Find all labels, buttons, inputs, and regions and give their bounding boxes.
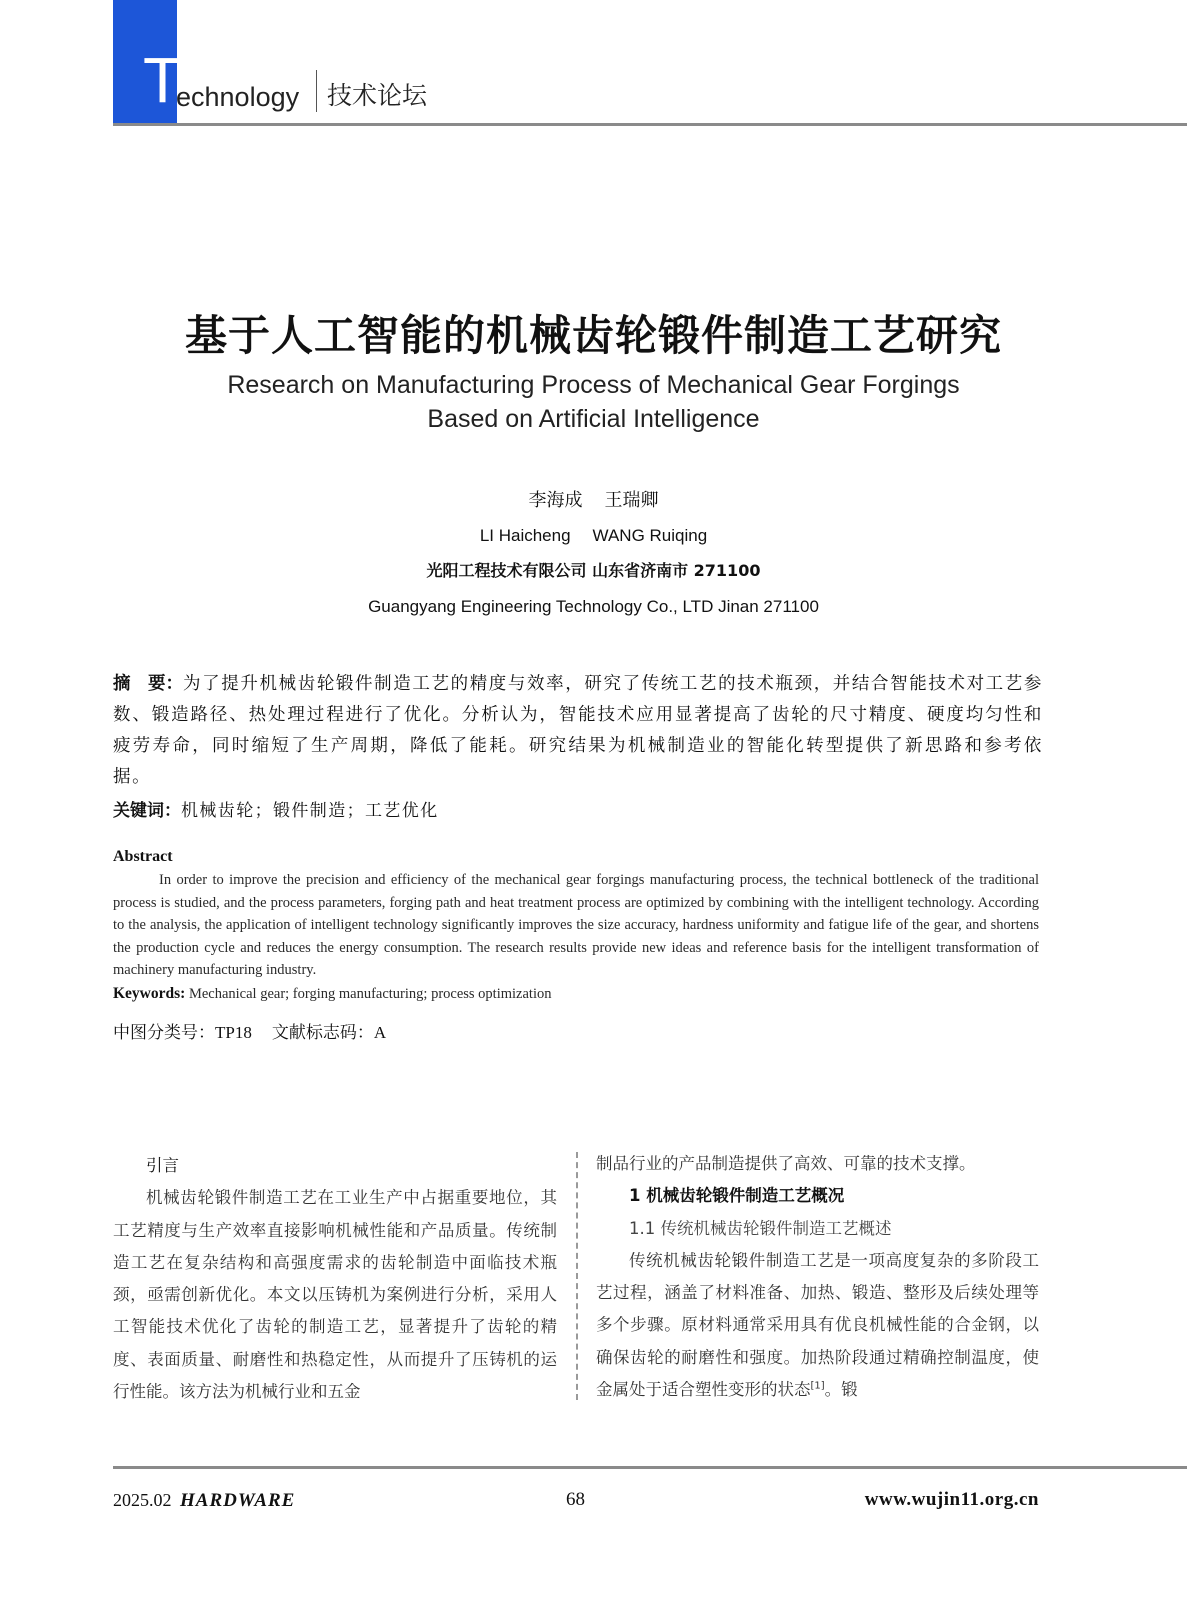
keywords-en-label: Keywords:	[113, 985, 186, 1002]
intro-continuation: 制品行业的产品制造提供了高效、可靠的技术支撑。	[596, 1154, 976, 1173]
clc-value: TP18	[215, 1023, 252, 1042]
paper-title-en-line1: Research on Manufacturing Process of Mechanical Gear Forgings	[227, 371, 960, 399]
paper-title-en	[0, 368, 1187, 436]
footer-issue	[113, 1487, 295, 1514]
keywords-cn	[113, 797, 439, 825]
classification-line	[113, 1020, 386, 1046]
abstract-en-label: Abstract	[113, 848, 173, 865]
header-section-name: 技术论坛	[327, 81, 428, 110]
intro-heading: 引言	[146, 1156, 179, 1175]
section-1-1-heading: 1.1 传统机械齿轮锻件制造工艺概述	[629, 1218, 892, 1238]
issue-number: 2025.02	[113, 1490, 172, 1510]
abstract-en-text: In order to improve the precision and efficiency of the mechanical gear forgings manufacturing process, the technical bottleneck of the traditional process is studied, and the process parameters, forging path and heat treatment process are optimized by combining with the intelligent technology. According to the analysis, the application of intelligent technology significantly improves the size accuracy, hardness uniformity and fatigue life of the gear, and shortens the production cycle and reduces the energy consumption. The research results provide new ideas and reference basis for the intelligent transformation of machinery manufacturing industry.	[113, 872, 1039, 979]
author-cn-2: 王瑞卿	[604, 490, 659, 511]
header-rule	[113, 123, 1187, 126]
keywords-cn-label: 关键词：	[113, 801, 181, 821]
reference-mark: [1]	[810, 1380, 825, 1392]
abstract-cn-text: 为了提升机械齿轮锻件制造工艺的精度与效率，研究了传统工艺的技术瓶颈，并结合智能技术对工艺参数、锻造路径、热处理过程进行了优化。分析认为，智能技术应用显著提高了齿轮的尺寸精度、硬度均匀性和疲劳寿命，同时缩短了生产周期，降低了能耗。研究结果为机械制造业的智能化转型提供了新思路和参考依据。	[113, 674, 1044, 787]
doc-code-value: A	[373, 1023, 387, 1042]
clc-label: 中图分类号：	[113, 1023, 215, 1043]
abstract-en	[113, 869, 1039, 982]
authors-en	[0, 524, 1187, 548]
footer-rule	[113, 1466, 1187, 1469]
section-1-1-paragraph: 传统机械齿轮锻件制造工艺是一项高度复杂的多阶段工艺过程，涵盖了材料准备、加热、锻造、整形及后续处理等多个步骤。原材料通常采用具有优良机械性能的合金钢，以确保齿轮的耐磨性和强度。加热阶段通过精确控制温度，使金属处于适合塑性变形的状态[1]。锻	[596, 1250, 1039, 1400]
affiliation-en: Guangyang Engineering Technology Co., LTD Jinan 271100	[368, 597, 819, 616]
author-en-1: LI Haicheng	[479, 526, 571, 545]
intro-paragraph: 机械齿轮锻件制造工艺在工业生产中占据重要地位，其工艺精度与生产效率直接影响机械性能和产品质量。传统制造工艺在复杂结构和高强度需求的齿轮制造中面临技术瓶颈，亟需创新优化。本文以压铸机为案例进行分析，采用人工智能技术优化了齿轮的制造工艺，显著提升了齿轮的精度、表面质量、耐磨性和热稳定性，从而提升了压铸机的运行性能。该方法为机械行业和五金	[113, 1188, 557, 1402]
author-en-2: WANG Ruiqing	[592, 526, 708, 545]
doc-code-label: 文献标志码：	[271, 1023, 374, 1043]
paper-title-cn: 基于人工智能的机械齿轮锻件制造工艺研究	[184, 311, 1002, 360]
abstract-cn-label: 摘 要：	[113, 674, 184, 694]
keywords-en-text: Mechanical gear; forging manufacturing; process optimization	[188, 986, 552, 1002]
footer-url[interactable]: www.wujin11.org.cn	[864, 1489, 1039, 1510]
authors-cn	[0, 488, 1187, 514]
header-column-name: echnology	[176, 82, 300, 112]
page-number: 68	[566, 1489, 585, 1510]
keywords-cn-text: 机械齿轮；锻件制造；工艺优化	[181, 801, 439, 821]
body-column-left	[113, 1150, 557, 1408]
header-divider	[316, 70, 317, 112]
magazine-name: HARDWARE	[180, 1490, 296, 1511]
column-divider	[576, 1152, 578, 1400]
paper-title-en-line2: Based on Artificial Intelligence	[427, 405, 760, 433]
body-column-right	[596, 1148, 1039, 1406]
keywords-en	[113, 983, 1043, 1005]
header-initial-letter: T	[143, 44, 183, 116]
section-1-heading: 1 机械齿轮锻件制造工艺概况	[629, 1186, 845, 1206]
author-cn-1: 李海成	[528, 490, 583, 511]
abstract-cn	[113, 669, 1043, 793]
affiliation-cn: 光阳工程技术有限公司 山东省济南市 271100	[426, 561, 761, 580]
